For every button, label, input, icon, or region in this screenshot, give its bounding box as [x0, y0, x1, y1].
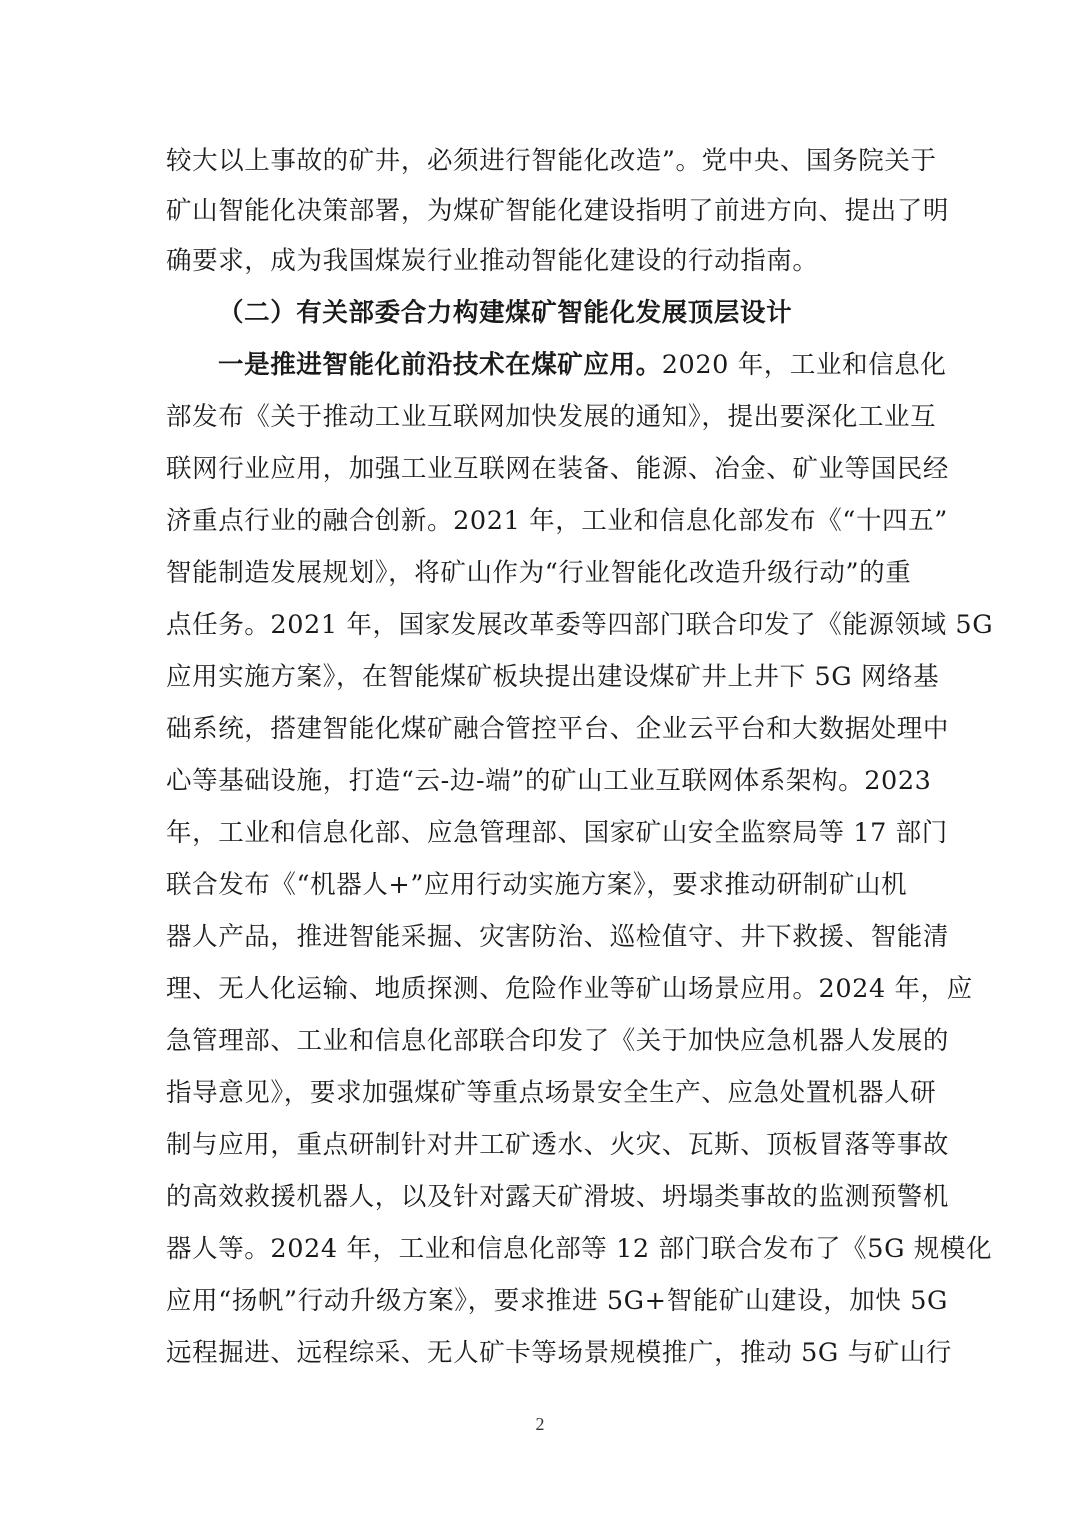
- paragraph-line: 器人等。2024 年，工业和信息化部等 12 部门联合发布了《5G 规模化: [166, 1234, 993, 1264]
- paragraph-line: 智能制造发展规划》，将矿山作为“行业智能化改造升级行动”的重: [166, 558, 912, 588]
- intro-line-3: 确要求，成为我国煤炭行业推动智能化建设的行动指南。: [166, 246, 819, 276]
- section-heading: （二）有关部委合力构建煤矿智能化发展顶层设计: [218, 298, 793, 328]
- paragraph-line: 点任务。2021 年，国家发展改革委等四部门联合印发了《能源领域 5G: [166, 610, 994, 640]
- page-number: 2: [535, 1414, 545, 1434]
- paragraph-line: 远程掘进、远程综采、无人矿卡等场景规模推广，推动 5G 与矿山行: [166, 1338, 953, 1368]
- paragraph-line: 济重点行业的融合创新。2021 年，工业和信息化部发布《“十四五”: [166, 506, 948, 536]
- paragraph-lead: 一是推进智能化前沿技术在煤矿应用。: [218, 350, 662, 380]
- intro-line-2: 矿山智能化决策部署，为煤矿智能化建设指明了前进方向、提出了明: [166, 196, 950, 226]
- paragraph-line: 应用实施方案》，在智能煤矿板块提出建设煤矿井上井下 5G 网络基: [166, 662, 940, 692]
- paragraph-line: 制与应用，重点研制针对井工矿透水、火灾、瓦斯、顶板冒落等事故: [166, 1130, 950, 1160]
- paragraph-line: 理、无人化运输、地质探测、危险作业等矿山场景应用。2024 年，应: [166, 974, 973, 1004]
- paragraph-first-line: [218, 345, 947, 385]
- paragraph-line: 础系统，搭建智能化煤矿融合管控平台、企业云平台和大数据处理中: [166, 714, 950, 744]
- paragraph-line: 部发布《关于推动工业互联网加快发展的通知》，提出要深化工业互: [166, 402, 937, 432]
- paragraph-first-line-rest: 2020 年，工业和信息化: [661, 350, 947, 380]
- paragraph-line: 联合发布《“机器人+”应用行动实施方案》，要求推动研制矿山机: [166, 870, 908, 900]
- paragraph-line: 年，工业和信息化部、应急管理部、国家矿山安全监察局等 17 部门: [166, 818, 948, 848]
- paragraph-line: 心等基础设施，打造“云-边-端”的矿山工业互联网体系架构。2023: [166, 766, 932, 796]
- paragraph-line: 联网行业应用，加强工业互联网在装备、能源、冶金、矿业等国民经: [166, 454, 950, 484]
- paragraph-line: 急管理部、工业和信息化部联合印发了《关于加快应急机器人发展的: [166, 1026, 950, 1056]
- paragraph-line: 器人产品，推进智能采掘、灾害防治、巡检值守、井下救援、智能清: [166, 922, 950, 952]
- intro-line-1: 较大以上事故的矿井，必须进行智能化改造”。党中央、国务院关于: [166, 146, 937, 176]
- paragraph-line: 指导意见》，要求加强煤矿等重点场景安全生产、应急处置机器人研: [166, 1078, 937, 1108]
- paragraph-line: 应用“扬帆”行动升级方案》，要求推进 5G+智能矿山建设，加快 5G: [166, 1286, 948, 1316]
- paragraph-line: 的高效救援机器人，以及针对露天矿滑坡、坍塌类事故的监测预警机: [166, 1182, 950, 1212]
